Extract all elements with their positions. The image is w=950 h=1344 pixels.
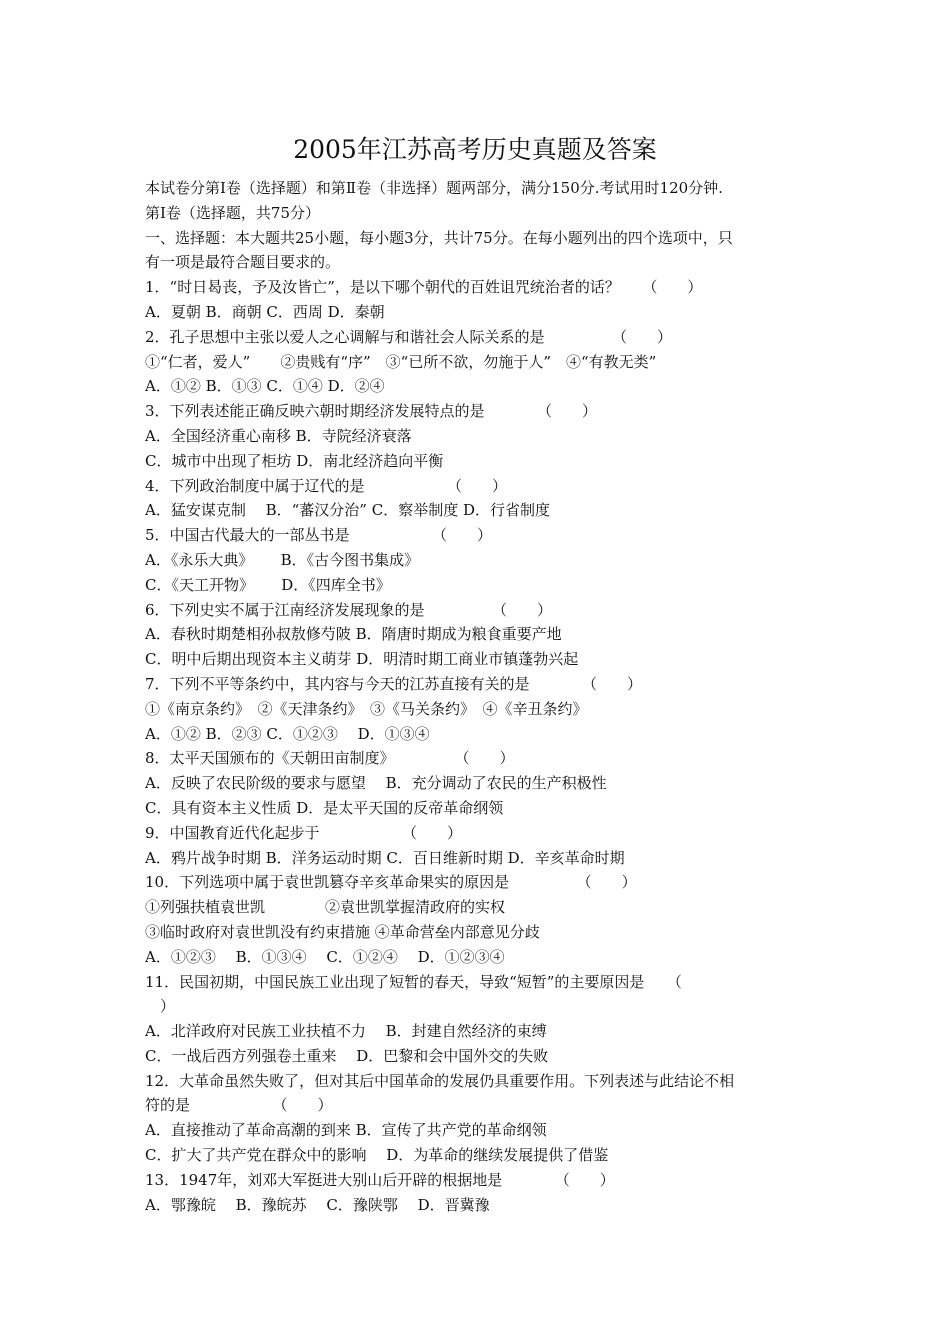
text-line: 9．中国教育近代化起步于 （ ） bbox=[145, 823, 463, 842]
text-line: A．鄂豫皖 B．豫皖苏 C．豫陕鄂 D．晋冀豫 bbox=[145, 1195, 490, 1214]
text-line: 13．1947年，刘邓大军挺进大别山后开辟的根据地是 （ ） bbox=[145, 1170, 615, 1189]
text-line: 6．下列史实不属于江南经济发展现象的是 （ ） bbox=[145, 600, 553, 619]
text-line: 10．下列选项中属于袁世凯篡夺辛亥革命果实的原因是 （ ） bbox=[145, 873, 637, 892]
text-line: A．①② B．②③ C．①②③ D．①③④ bbox=[145, 724, 430, 743]
text-line: C．《天工开物》 D．《四库全书》 bbox=[145, 575, 391, 594]
text-line: A．北洋政府对民族工业扶植不力 B．封建自然经济的束缚 bbox=[145, 1022, 547, 1041]
text-line: 3．下列表述能正确反映六朝时期经济发展特点的是 （ ） bbox=[145, 402, 598, 421]
text-line: 有一项是最符合题目要求的。 bbox=[145, 253, 341, 272]
text-line: A．《永乐大典》 B．《古今图书集成》 bbox=[145, 550, 420, 569]
document-body bbox=[145, 176, 825, 1217]
text-line: 第Ⅰ卷（选择题，共75分） bbox=[145, 203, 321, 222]
text-line: A．猛安谋克制 B．“蕃汉分治” C．察举制度 D．行省制度 bbox=[145, 501, 551, 520]
text-line: 符的是 （ ） bbox=[145, 1096, 333, 1115]
text-line: 7．下列不平等条约中，其内容与今天的江苏直接有关的是 （ ） bbox=[145, 674, 643, 693]
text-line: ③临时政府对袁世凯没有约束措施 ④革命营垒内部意见分歧 bbox=[145, 922, 540, 941]
text-line: A．全国经济重心南移 B．寺院经济衰落 bbox=[145, 426, 412, 445]
text-line: A．反映了农民阶级的要求与愿望 B．充分调动了农民的生产积极性 bbox=[145, 774, 607, 793]
text-line: ①《南京条约》 ②《天津条约》 ③《马关条约》 ④《辛丑条约》 bbox=[145, 699, 588, 718]
text-line: ） bbox=[145, 997, 176, 1016]
text-line: A．①②③ B．①③④ C．①②④ D．①②③④ bbox=[145, 947, 505, 966]
text-line: 本试卷分第Ⅰ卷（选择题）和第Ⅱ卷（非选择）题两部分，满分150分.考试用时120分钟. bbox=[145, 179, 723, 197]
text-line: 8．太平天国颁布的《天朝田亩制度》 （ ） bbox=[145, 749, 515, 768]
document-title: 2005年江苏高考历史真题及答案 bbox=[293, 135, 657, 164]
text-line: 5．中国古代最大的一部丛书是 （ ） bbox=[145, 526, 493, 545]
text-line: C．明中后期出现资本主义萌芽 D．明清时期工商业市镇蓬勃兴起 bbox=[145, 650, 579, 669]
text-line: 12．大革命虽然失败了，但对其后中国革命的发展仍具重要作用。下列表述与此结论不相 bbox=[145, 1071, 735, 1090]
text-line: 1．“时日曷丧，予及汝皆亡”，是以下哪个朝代的百姓诅咒统治者的话？ （ ） bbox=[145, 278, 703, 297]
text-line: A．直接推动了革命高潮的到来 B．宣传了共产党的革命纲领 bbox=[145, 1121, 547, 1140]
text-line: C．一战后西方列强卷土重来 D．巴黎和会中国外交的失败 bbox=[145, 1046, 549, 1065]
text-line: A．春秋时期楚相孙叔敖修芍陂 B．隋唐时期成为粮食重要产地 bbox=[145, 625, 562, 644]
text-line: C．扩大了共产党在群众中的影响 D．为革命的继续发展提供了借鉴 bbox=[145, 1146, 609, 1165]
text-line: 2．孔子思想中主张以爱人之心调解与和谐社会人际关系的是 （ ） bbox=[145, 327, 673, 346]
text-line: ①列强扶植袁世凯 ②袁世凯掌握清政府的实权 bbox=[145, 898, 506, 917]
text-line: A．①② B．①③ C．①④ D．②④ bbox=[145, 377, 385, 396]
text-line: C．城市中出现了柜坊 D．南北经济趋向平衡 bbox=[145, 451, 444, 470]
text-line: C．具有资本主义性质 D．是太平天国的反帝革命纲领 bbox=[145, 798, 504, 817]
text-line: 4．下列政治制度中属于辽代的是 （ ） bbox=[145, 476, 508, 495]
text-line: A．夏朝 B．商朝 C．西周 D．秦朝 bbox=[145, 302, 385, 321]
text-line: 11．民国初期，中国民族工业出现了短暂的春天，导致“短暂”的主要原因是 （ bbox=[145, 972, 682, 991]
text-line: ①“仁者，爱人” ②贵贱有“序” ③“已所不欲，勿施于人” ④“有教无类” bbox=[145, 352, 657, 371]
text-line: A．鸦片战争时期 B．洋务运动时期 C．百日维新时期 D．辛亥革命时期 bbox=[145, 848, 625, 867]
text-line: 一、选择题：本大题共25小题，每小题3分，共计75分。在每小题列出的四个选项中，只 bbox=[145, 228, 733, 247]
